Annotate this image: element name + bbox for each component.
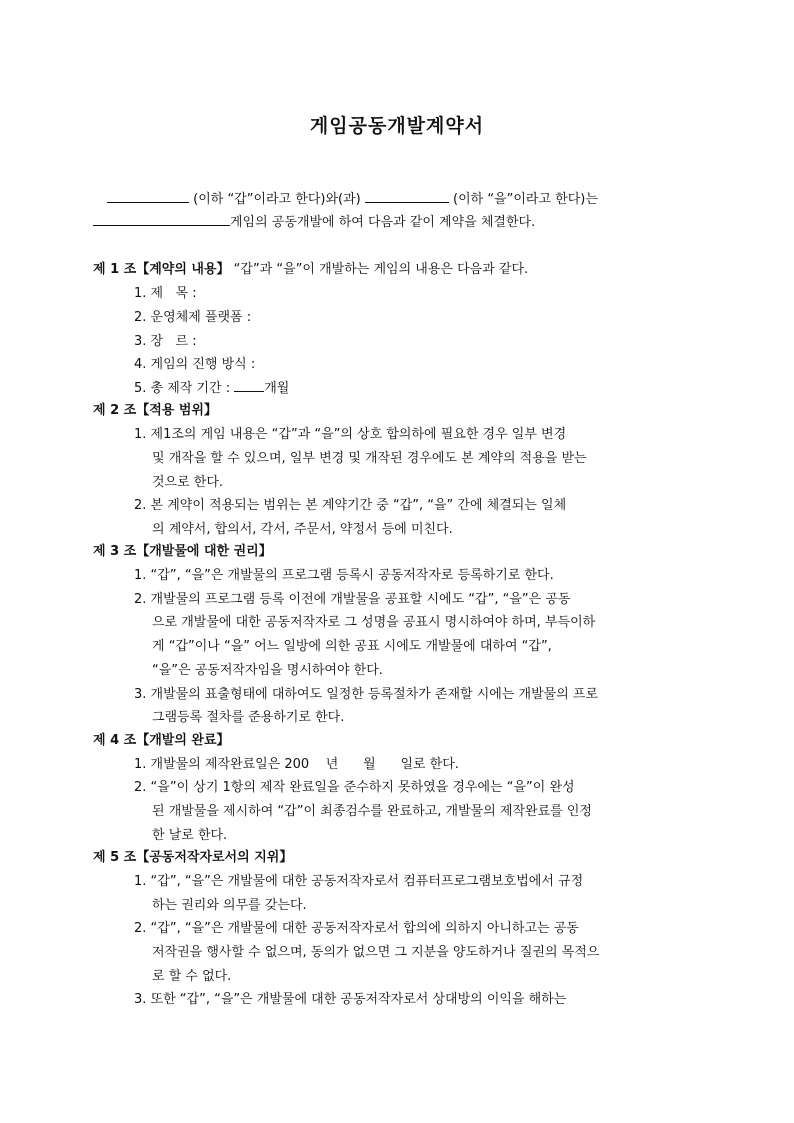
article-3-item-3-cont: 그램등록 절차를 준용하기로 한다. [152, 710, 345, 725]
article-3-heading: 제 3 조【개발물에 대한 권리】 [93, 544, 272, 559]
intro-text-3: 게임의 공동개발에 하여 다음과 같이 계약을 체결한다. [230, 215, 536, 230]
article-1-item-3: 3. 장 르 : [134, 334, 197, 349]
article-4-item-2-cont: 한 날로 한다. [152, 828, 228, 843]
article-3-item-1: 1. “갑”, “을”은 개발물의 프로그램 등록시 공동저작자로 등록하기로 한다. [134, 568, 554, 583]
intro-text-1: (이하 “갑”이라고 한다)와(과) [189, 192, 365, 207]
article-2-item-2-cont: 의 계약서, 합의서, 각서, 주문서, 약정서 등에 미친다. [152, 522, 453, 537]
article-2-item-1: 1. 제1조의 게임 내용은 “갑”과 “을”의 상호 합의하에 필요한 경우 일부 변경 [134, 427, 567, 442]
article-2-heading: 제 2 조【적용 범위】 [93, 403, 217, 418]
party-a-blank [107, 190, 189, 203]
article-4-item-2-cont: 된 개발물을 제시하여 “갑”이 최종검수를 완료하고, 개발물의 제작완료를 인정 [152, 804, 592, 819]
article-1-item-1: 1. 제 목 : [134, 286, 197, 301]
game-name-blank [93, 213, 230, 226]
article-1-item-2: 2. 운영체제 플랫폼 : [134, 310, 252, 325]
article-5-item-3: 3. 또한 “갑”, “을”은 개발물에 대한 공동저작자로서 상대방의 이익을 해하는 [134, 992, 567, 1007]
period-blank [234, 379, 264, 392]
article-5-item-1-cont: 하는 권리와 의무를 갖는다. [152, 898, 307, 913]
article-3-item-2: 2. 개발물의 프로그램 등록 이전에 개발물을 공표할 시에도 “갑”, “을”은 공동 [134, 592, 571, 607]
article-4-item-1: 1. 개발물의 제작완료일은 200 년 월 일로 한다. [134, 757, 459, 772]
article-1-item-5: 5. 총 제작 기간 : 개월 [134, 381, 290, 396]
article-1-item-4: 4. 게임의 진행 방식 : [134, 357, 256, 372]
article-3-item-2-cont: “을”은 공동저작자임을 명시하여야 한다. [152, 663, 383, 678]
article-4-item-2: 2. “을”이 상기 1항의 제작 완료일을 준수하지 못하였을 경우에는 “을”이 완성 [134, 780, 575, 795]
intro-line-1 [107, 190, 598, 210]
article-2-item-2: 2. 본 계약이 적용되는 범위는 본 계약기간 중 “갑”, “을” 간에 체결되는 일체 [134, 498, 567, 513]
intro-line-2 [93, 213, 535, 233]
article-5-item-2-cont: 저작권을 행사할 수 없으며, 동의가 없으면 그 지분을 양도하거나 질권의 목적으 [152, 945, 600, 960]
article-5-item-1: 1. “갑”, “을”은 개발물에 대한 공동저작자로서 컴퓨터프로그램보호법에서 규정 [134, 874, 584, 889]
article-4-heading: 제 4 조【개발의 완료】 [93, 733, 230, 748]
article-3-item-3: 3. 개발물의 표출형태에 대하여도 일정한 등록절차가 존재할 시에는 개발물의 프로 [134, 687, 599, 702]
article-5-item-2: 2. “갑”, “을”은 개발물에 대한 공동저작자로서 합의에 의하지 아니하고는 공동 [134, 921, 579, 936]
party-b-blank [365, 190, 449, 203]
article-3-item-2-cont: 으로 개발물에 대한 공동저작자로 그 성명을 공표시 명시하여야 하며, 부득이하 [152, 615, 596, 630]
article-1-heading: 제 1 조【계약의 내용】 “갑”과 “을”이 개발하는 게임의 내용은 다음과 같다. [93, 262, 529, 277]
intro-text-2: (이하 “을”이라고 한다)는 [448, 192, 598, 207]
article-5-heading: 제 5 조【공동저작자로서의 지위】 [93, 850, 293, 865]
article-2-item-1-cont: 및 개작을 할 수 있으며, 일부 변경 및 개작된 경우에도 본 계약의 적용을 받는 [152, 451, 587, 466]
article-2-item-1-cont: 것으로 한다. [152, 475, 224, 490]
article-3-item-2-cont: 게 “갑”이나 “을” 어느 일방에 의한 공표 시에도 개발물에 대하여 “갑”, [152, 639, 552, 654]
document-title: 게임공동개발계약서 [309, 115, 485, 137]
article-5-item-2-cont: 로 할 수 없다. [152, 969, 232, 984]
